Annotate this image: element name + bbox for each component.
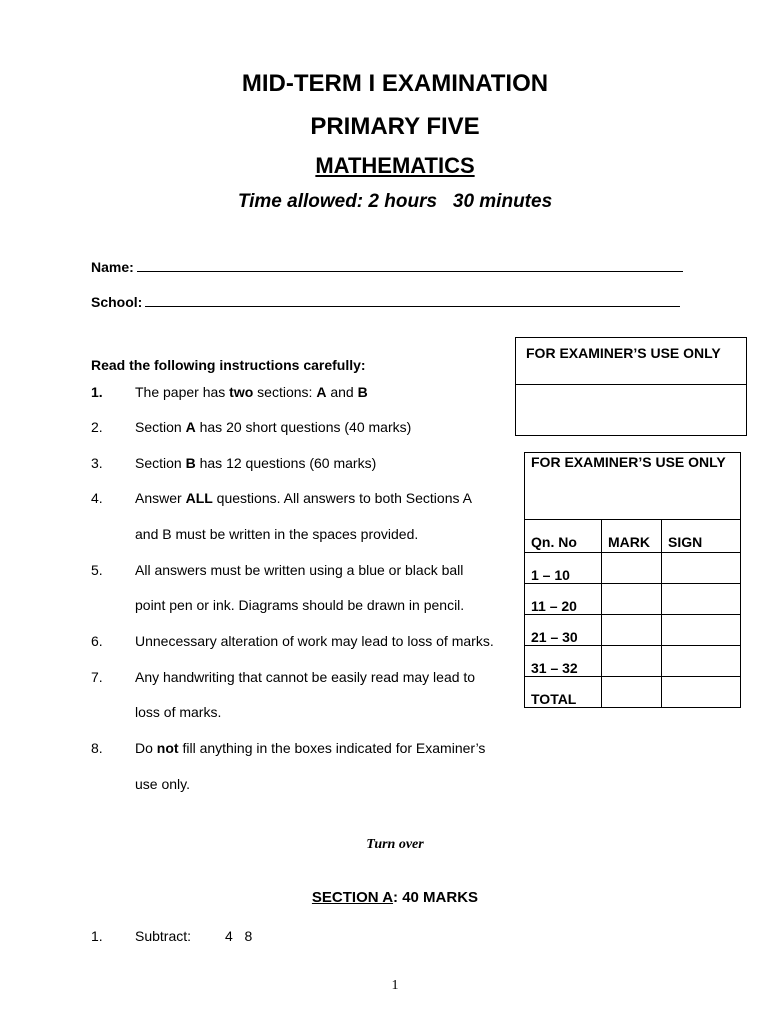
row-label: 31 – 32 — [525, 646, 602, 677]
instruction-text: Section A has 20 short questions (40 marks) — [135, 419, 412, 435]
column-header-qn: Qn. No — [525, 520, 602, 553]
row-label: 1 – 10 — [525, 553, 602, 584]
instruction-text: loss of marks. — [135, 704, 222, 720]
examiner-box — [515, 337, 747, 436]
instruction-text: and B must be written in the spaces provided. — [135, 526, 419, 542]
examiner-marks-table — [524, 452, 741, 708]
column-header-sign: SIGN — [662, 520, 741, 553]
name-line[interactable] — [137, 260, 683, 272]
instruction-text: use only. — [135, 776, 190, 792]
instruction-number: 8. — [91, 740, 103, 756]
section-a-heading: SECTION A: 40 MARKS — [311, 889, 479, 906]
row-label: 11 – 20 — [525, 584, 602, 615]
mark-cell[interactable] — [602, 615, 662, 646]
table-row — [525, 677, 741, 708]
turn-over-note: Turn over — [366, 837, 424, 852]
instruction-text: Section B has 12 questions (60 marks) — [135, 455, 377, 471]
table-row — [525, 584, 741, 615]
instruction-number: 2. — [91, 419, 103, 435]
examiner-box-heading: FOR EXAMINER’S USE ONLY — [516, 338, 746, 385]
column-header-mark: MARK — [602, 520, 662, 553]
examiner-table-heading: FOR EXAMINER’S USE ONLY — [525, 453, 741, 520]
mark-cell[interactable] — [602, 553, 662, 584]
question-text: Subtract: — [135, 928, 192, 944]
instruction-text: All answers must be written using a blue or black ball — [135, 562, 464, 578]
instruction-text: The paper has two sections: A and B — [135, 384, 368, 400]
instruction-number: 7. — [91, 669, 103, 685]
sign-cell[interactable] — [662, 553, 741, 584]
table-row — [525, 646, 741, 677]
sign-cell[interactable] — [662, 615, 741, 646]
subject-title: MATHEMATICS — [315, 153, 475, 178]
sign-cell[interactable] — [662, 584, 741, 615]
instruction-number: 3. — [91, 455, 103, 471]
table-row — [525, 615, 741, 646]
instruction-text: point pen or ink. Diagrams should be drawn in pencil. — [135, 597, 465, 613]
question-number: 1. — [91, 928, 103, 944]
instruction-text: Do not fill anything in the boxes indicated for Examiner’s — [135, 740, 486, 756]
school-line[interactable] — [145, 295, 680, 307]
instruction-text: Unnecessary alteration of work may lead to loss of marks. — [135, 633, 494, 649]
question-digits: 4 8 — [225, 928, 253, 944]
instruction-number: 5. — [91, 562, 103, 578]
class-title: PRIMARY FIVE — [310, 113, 480, 140]
instructions-heading: Read the following instructions carefully: — [91, 357, 366, 373]
name-field[interactable] — [91, 259, 683, 275]
row-label: TOTAL — [525, 677, 602, 708]
instruction-number: 1. — [91, 384, 103, 400]
instruction-number: 6. — [91, 633, 103, 649]
instruction-text: Answer ALL questions. All answers to both Sections A — [135, 490, 472, 506]
school-label: School: — [91, 294, 143, 310]
row-label: 21 – 30 — [525, 615, 602, 646]
time-allowed: Time allowed: 2 hours 30 minutes — [237, 191, 553, 212]
table-row — [525, 553, 741, 584]
mark-cell[interactable] — [602, 646, 662, 677]
name-label: Name: — [91, 259, 134, 275]
mark-cell[interactable] — [602, 677, 662, 708]
sign-cell[interactable] — [662, 677, 741, 708]
instruction-text: Any handwriting that cannot be easily read may lead to — [135, 669, 476, 685]
sign-cell[interactable] — [662, 646, 741, 677]
instruction-number: 4. — [91, 490, 103, 506]
school-field[interactable] — [91, 294, 680, 310]
mark-cell[interactable] — [602, 584, 662, 615]
page-number: 1 — [391, 978, 399, 993]
exam-title: MID-TERM I EXAMINATION — [241, 70, 549, 97]
